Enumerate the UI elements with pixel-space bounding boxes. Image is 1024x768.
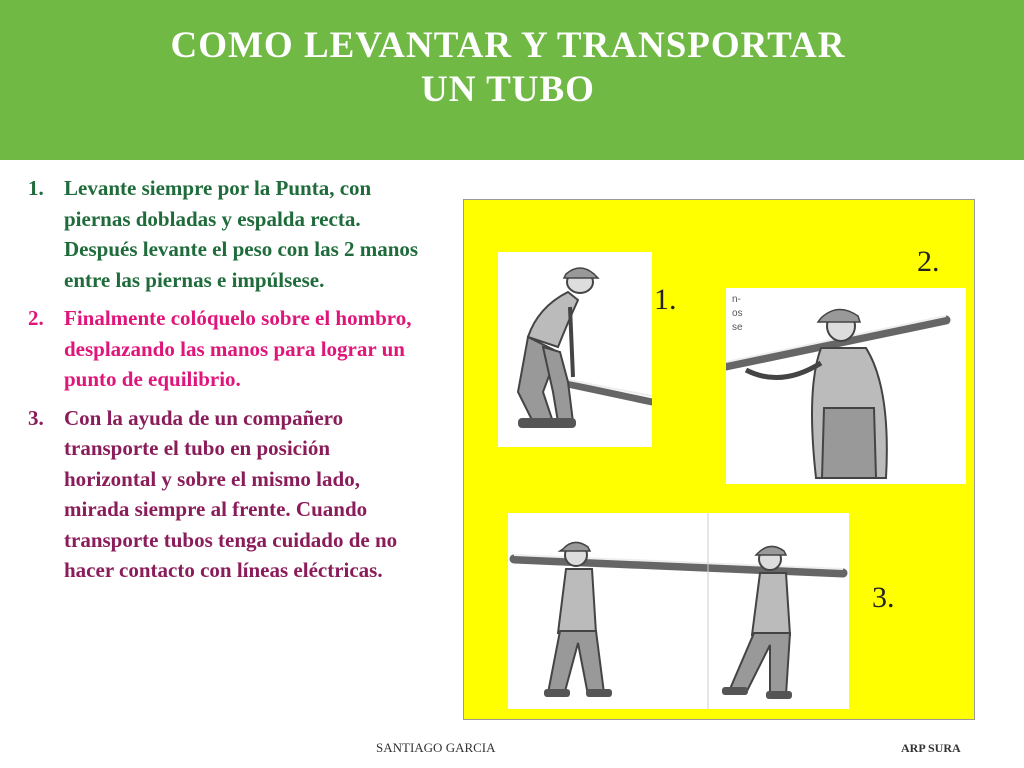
svg-text:os: os <box>732 308 743 319</box>
two-workers-figure <box>508 513 849 709</box>
footer-author: SANTIAGO GARCIA <box>376 740 496 755</box>
illustration-team-carry <box>508 513 849 709</box>
title-line-2: UN TUBO <box>421 69 595 110</box>
title-line-1: COMO LEVANTAR Y TRANSPORTAR <box>170 25 846 66</box>
illustration-label-3: 3. <box>872 581 895 614</box>
slide-title <box>0 24 1016 112</box>
worker-shoulder-figure <box>726 288 966 484</box>
illustration-panel <box>463 199 975 720</box>
step-number: 3. <box>28 405 44 430</box>
illustration-shoulder <box>726 288 966 484</box>
step-text: Finalmente colóquelo sobre el hombro, desplazando las manos para lograr un punto de equilibrio. <box>64 306 412 391</box>
step-text: Levante siempre por la Punta, con piernas dobladas y espalda recta. Después levante el peso con las 2 manos entre las piernas e impúlsese. <box>64 176 419 292</box>
illustration-label-2: 2. <box>917 245 940 278</box>
footer-brand: ARP SURA <box>901 741 961 755</box>
illustration-label-1: 1. <box>654 283 677 316</box>
instruction-step-2 <box>28 303 420 395</box>
instructions-list <box>28 173 420 594</box>
step-text: Con la ayuda de un compañero transporte el tubo en posición horizontal y sobre el mismo lado, mirada siempre al frente. Cuando transporte tubos tenga cuidado de no hacer contacto con líneas eléctricas. <box>64 405 398 582</box>
illustration-lifting <box>498 252 652 447</box>
svg-text:se: se <box>732 322 743 333</box>
worker-bending-figure <box>498 252 652 447</box>
svg-text:n-: n- <box>732 294 741 305</box>
step-number: 1. <box>28 176 44 200</box>
title-banner <box>0 0 1024 160</box>
instruction-step-1 <box>28 173 420 295</box>
instruction-step-3 <box>28 403 420 586</box>
step-number: 2. <box>28 306 44 330</box>
